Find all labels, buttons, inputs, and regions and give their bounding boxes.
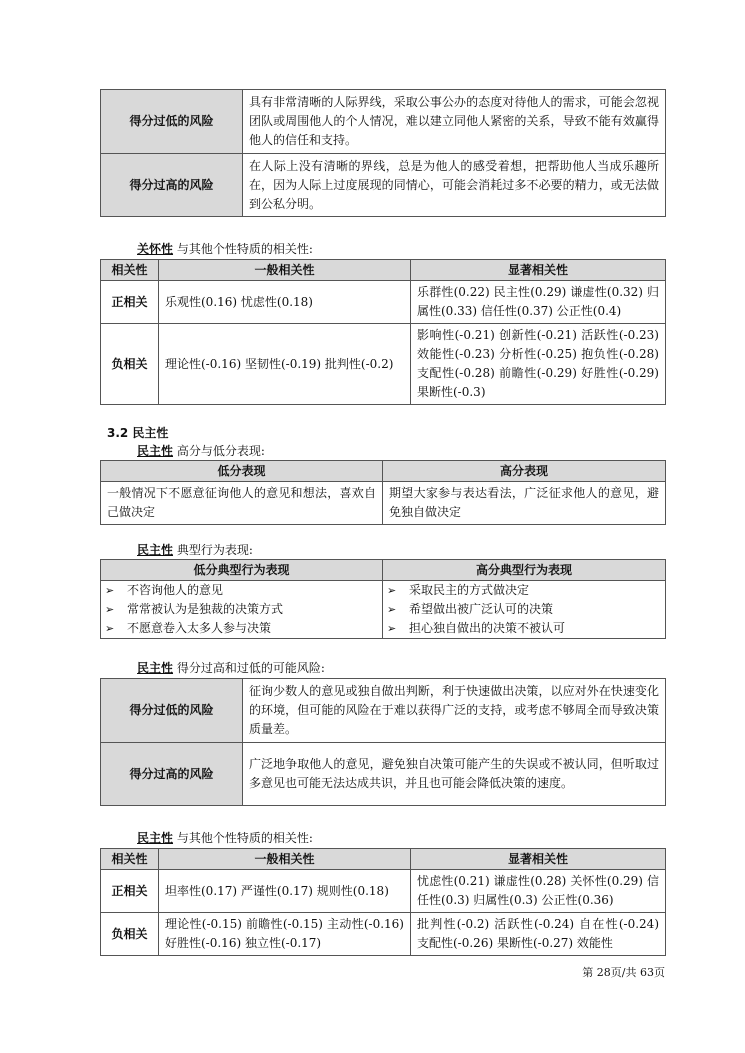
demo-scores-table [100, 460, 666, 525]
low-score-header: 低分表现 [101, 461, 383, 482]
high-score-text: 期望大家参与表达看法，广泛征求他人的意见，避免独自做决定 [383, 482, 666, 525]
high-behavior-cell [383, 581, 666, 639]
demo-scores-caption [137, 442, 265, 459]
care-risk-table [100, 89, 666, 217]
bullet-arrow-icon: ➢ [105, 622, 115, 635]
low-behavior-list [101, 581, 382, 638]
caption-text: 与其他个性特质的相关性: [176, 242, 313, 256]
risk-low-label: 得分过低的风险 [101, 90, 243, 154]
caption-text: 高分与低分表现: [176, 444, 265, 458]
list-item: ➢ 担心独自做出的决策不被认可 [383, 619, 665, 638]
general-header: 一般相关性 [159, 849, 411, 870]
bullet-arrow-icon: ➢ [105, 584, 115, 597]
list-item: ➢ 不愿意卷入太多人参与决策 [101, 619, 382, 638]
negative-general: 理论性(-0.16) 坚韧性(-0.19) 批判性(-0.2) [159, 324, 411, 405]
list-item: ➢ 采取民主的方式做决定 [383, 581, 665, 600]
caption-trait: 民主性 [137, 444, 174, 458]
list-item: ➢ 希望做出被广泛认可的决策 [383, 600, 665, 619]
caption-trait: 民主性 [137, 661, 174, 675]
bullet-arrow-icon: ➢ [387, 584, 397, 597]
low-behavior-header: 低分典型行为表现 [101, 560, 383, 581]
high-behavior-header: 高分典型行为表现 [383, 560, 666, 581]
high-behavior-list [383, 581, 665, 638]
bullet-arrow-icon: ➢ [387, 603, 397, 616]
caption-text: 得分过高和过低的可能风险: [176, 661, 325, 675]
significant-header: 显著相关性 [411, 260, 666, 281]
list-item: ➢ 常常被认为是独裁的决策方式 [101, 600, 382, 619]
corr-header: 相关性 [101, 849, 159, 870]
care-corr-table [100, 259, 666, 405]
list-item: ➢ 不咨询他人的意见 [101, 581, 382, 600]
demo-corr-caption [137, 829, 313, 846]
low-behavior-cell [101, 581, 383, 639]
bullet-arrow-icon: ➢ [105, 603, 115, 616]
positive-label: 正相关 [101, 281, 159, 324]
positive-general: 乐观性(0.16) 忧虑性(0.18) [159, 281, 411, 324]
positive-significant: 乐群性(0.22) 民主性(0.29) 谦虚性(0.32) 归属性(0.33) 信任性(0.37) 公正性(0.4) [411, 281, 666, 324]
demo-behavior-caption [137, 541, 253, 558]
general-header: 一般相关性 [159, 260, 411, 281]
positive-label: 正相关 [101, 870, 159, 913]
significant-header: 显著相关性 [411, 849, 666, 870]
risk-high-text: 在人际上没有清晰的界线，总是为他人的感受着想，把帮助他人当成乐趣所在，因为人际上过度展现的同情心，可能会消耗过多不必要的精力，或无法做到公私分明。 [243, 154, 666, 217]
negative-general: 理论性(-0.15) 前瞻性(-0.15) 主动性(-0.16) 好胜性(-0.16) 独立性(-0.17) [159, 913, 411, 956]
care-corr-caption [137, 240, 313, 257]
caption-trait: 关怀性 [137, 242, 174, 256]
page-number: 第 28页/共 63页 [582, 966, 665, 979]
demo-behavior-table [100, 559, 666, 639]
risk-low-label: 得分过低的风险 [101, 679, 243, 743]
negative-label: 负相关 [101, 913, 159, 956]
risk-high-label: 得分过高的风险 [101, 154, 243, 217]
risk-high-text: 广泛地争取他人的意见，避免独自决策可能产生的失误或不被认同，但听取过多意见也可能无法达成共识，并且也可能会降低决策的速度。 [243, 743, 666, 806]
bullet-arrow-icon: ➢ [387, 622, 397, 635]
caption-trait: 民主性 [137, 831, 174, 845]
caption-trait: 民主性 [137, 543, 174, 557]
negative-significant: 批判性(-0.2) 活跃性(-0.24) 自在性(-0.24) 支配性(-0.26) 果断性(-0.27) 效能性 [411, 913, 666, 956]
negative-label: 负相关 [101, 324, 159, 405]
section-heading: 3.2 民主性 [107, 426, 169, 440]
caption-text: 与其他个性特质的相关性: [176, 831, 313, 845]
risk-high-label: 得分过高的风险 [101, 743, 243, 806]
negative-significant: 影响性(-0.21) 创新性(-0.21) 活跃性(-0.23) 效能性(-0.23) 分析性(-0.25) 抱负性(-0.28) 支配性(-0.28) 前瞻性(-0.29) 好胜性(-0.29) 果断性(-0.3) [411, 324, 666, 405]
high-score-header: 高分表现 [383, 461, 666, 482]
low-score-text: 一般情况下不愿意征询他人的意见和想法，喜欢自己做决定 [101, 482, 383, 525]
risk-low-text: 征询少数人的意见或独自做出判断，利于快速做出决策，以应对外在快速变化的环境，但可能的风险在于难以获得广泛的支持，或考虑不够周全而导致决策质量差。 [243, 679, 666, 743]
demo-risk-table [100, 678, 666, 806]
corr-header: 相关性 [101, 260, 159, 281]
demo-risk-caption [137, 659, 325, 676]
caption-text: 典型行为表现: [176, 543, 253, 557]
positive-significant: 忧虑性(0.21) 谦虚性(0.28) 关怀性(0.29) 信任性(0.3) 归属性(0.3) 公正性(0.36) [411, 870, 666, 913]
demo-corr-table [100, 848, 666, 956]
risk-low-text: 具有非常清晰的人际界线，采取公事公办的态度对待他人的需求，可能会忽视团队或周围他人的个人情况，难以建立同他人紧密的关系，导致不能有效赢得他人的信任和支持。 [243, 90, 666, 154]
positive-general: 坦率性(0.17) 严谨性(0.17) 规则性(0.18) [159, 870, 411, 913]
